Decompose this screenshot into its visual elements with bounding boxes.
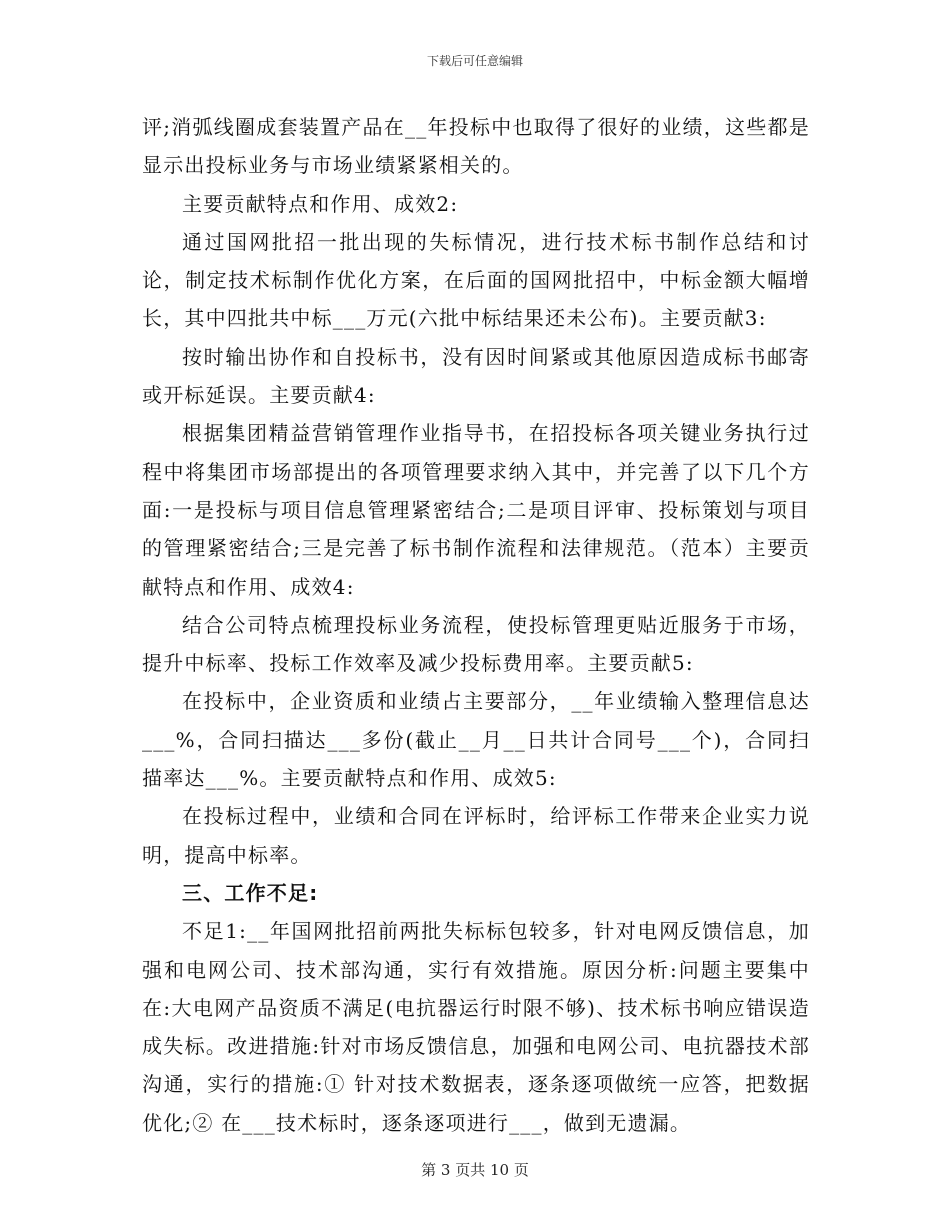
page-footer: 第 3 页共 10 页 [421, 1161, 529, 1179]
paragraph-shortcoming-1: 不足1:__年国网批招前两批失标标包较多，针对电网反馈信息，加强和电网公司、技术部沟通，实行有效措施。原因分析:问题主要集中在:大电网产品资质不满足(电抗器运行时限不够)、技术标书响应错误造成失标。改进措施:针对市场反馈信息，加强和电网公司、电抗器技术部沟通，实行的措施:① 针对技术数据表，逐条逐项做统一应答，把数据优化;② 在___技术标时，逐条逐项进行___，做到无遗漏。 [142, 919, 810, 1135]
document-body [142, 108, 810, 1142]
paragraph-contribution-4-effect: 结合公司特点梳理投标业务流程，使投标管理更贴近服务于市场，提升中标率、投标工作效率及减少投标费用率。主要贡献5: [142, 612, 810, 676]
page-header: 下载后可任意编辑 [426, 54, 523, 68]
paragraph-contribution-2-title: 主要贡献特点和作用、成效2: [182, 191, 459, 216]
paragraph-contribution-2-body: 通过国网批招一批出现的失标情况，进行技术标书制作总结和讨论，制定技术标制作优化方案，在后面的国网批招中，中标金额大幅增长，其中四批共中标___万元(六批中标结果还未公布)。主要贡献3: [142, 229, 810, 331]
section-heading-shortcomings: 三、工作不足: [182, 880, 319, 905]
paragraph-continuation: 评;消弧线圈成套装置产品在__年投标中也取得了很好的业绩，这些都是显示出投标业务与市场业绩紧紧相关的。 [142, 115, 810, 178]
paragraph-contribution-3-body: 按时输出协作和自投标书，没有因时间紧或其他原因造成标书邮寄或开标延误。主要贡献4: [142, 344, 810, 408]
paragraph-contribution-5-effect: 在投标过程中，业绩和合同在评标时，给评标工作带来企业实力说明，提高中标率。 [142, 804, 810, 867]
paragraph-contribution-5-body: 在投标中，企业资质和业绩占主要部分，__年业绩输入整理信息达___%，合同扫描达___多份(截止__月__日共计合同号___个)，合同扫描率达___%。主要贡献特点和作用、成效5: [142, 689, 810, 791]
paragraph-contribution-4-body: 根据集团精益营销管理作业指导书，在招投标各项关键业务执行过程中将集团市场部提出的各项管理要求纳入其中，并完善了以下几个方面:一是投标与项目信息管理紧密结合;二是项目评审、投标策划与项目的管理紧密结合;三是完善了标书制作流程和法律规范。（范本）主要贡献特点和作用、成效4: [142, 421, 810, 599]
